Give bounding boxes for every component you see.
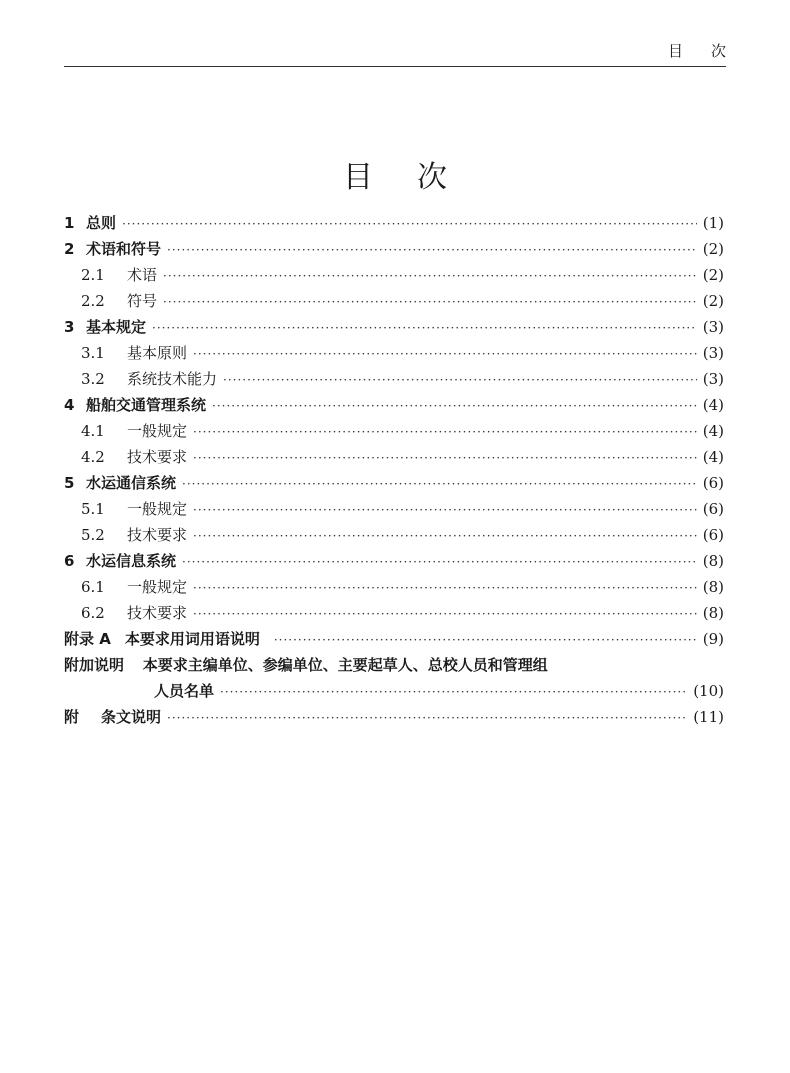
toc-entry-prefix: 附录 A bbox=[64, 630, 111, 648]
toc-leader-dots bbox=[212, 393, 697, 419]
toc-entry-commentary[interactable] bbox=[64, 704, 724, 730]
toc-leader-dots bbox=[223, 367, 697, 393]
toc-leader-dots bbox=[193, 601, 697, 627]
running-header: 目次 bbox=[667, 42, 754, 60]
toc-entry[interactable] bbox=[64, 314, 724, 340]
toc-leader-dots bbox=[182, 471, 697, 497]
toc-entry-title: 一般规定 bbox=[127, 578, 188, 596]
toc-leader-dots bbox=[163, 263, 697, 289]
toc-entry[interactable] bbox=[64, 366, 724, 392]
toc-entry-title: 本要求用词用语说明 bbox=[124, 630, 260, 648]
toc-entry-page: (4) bbox=[702, 396, 724, 414]
toc-entry-number: 5.1 bbox=[81, 500, 105, 518]
toc-leader-dots bbox=[122, 211, 697, 237]
toc-entry-number: 2.2 bbox=[81, 292, 105, 310]
toc-leader-dots bbox=[167, 237, 697, 263]
toc-entry-number: 2.1 bbox=[81, 266, 105, 284]
toc-entry-title: 一般规定 bbox=[127, 500, 188, 518]
toc-entry-title: 技术要求 bbox=[127, 604, 188, 622]
toc-entry[interactable] bbox=[64, 236, 724, 262]
toc-entry-number: 3.2 bbox=[81, 370, 105, 388]
toc-entry-page: (3) bbox=[702, 370, 724, 388]
toc-entry-page: (3) bbox=[702, 344, 724, 362]
toc-entry-number: 3.1 bbox=[81, 344, 105, 362]
toc-entry-title: 一般规定 bbox=[127, 422, 188, 440]
toc-leader-dots bbox=[152, 315, 697, 341]
toc-leader-dots bbox=[193, 341, 697, 367]
toc-leader-dots bbox=[193, 523, 697, 549]
toc-entry-page: (4) bbox=[702, 422, 724, 440]
toc-leader-dots bbox=[182, 549, 697, 575]
toc-leader-dots bbox=[220, 679, 687, 705]
toc-entry[interactable] bbox=[64, 548, 724, 574]
toc-entry[interactable] bbox=[64, 392, 724, 418]
toc-entry-page: (8) bbox=[702, 604, 724, 622]
toc-entry[interactable] bbox=[64, 262, 724, 288]
toc-entry[interactable] bbox=[64, 288, 724, 314]
toc-entry-title: 水运通信系统 bbox=[86, 474, 177, 492]
toc-entry-number: 4.1 bbox=[81, 422, 105, 440]
toc-entry[interactable] bbox=[64, 496, 724, 522]
toc-entry-page: (2) bbox=[702, 292, 724, 310]
toc-entry-title: 条文说明 bbox=[101, 708, 162, 726]
toc-entry-page: (9) bbox=[702, 630, 724, 648]
toc-entry-additional-line2[interactable] bbox=[64, 678, 724, 704]
toc-entry-title: 基本规定 bbox=[86, 318, 147, 336]
toc-entry-page: (6) bbox=[702, 500, 724, 518]
toc-entry-page: (10) bbox=[693, 682, 724, 700]
toc-leader-dots bbox=[193, 445, 697, 471]
toc-leader-dots bbox=[163, 289, 697, 315]
toc-entry-number: 5 bbox=[64, 474, 75, 492]
toc-entry[interactable] bbox=[64, 574, 724, 600]
toc-entry[interactable] bbox=[64, 210, 724, 236]
toc-entry[interactable] bbox=[64, 340, 724, 366]
toc-entry-title: 本要求主编单位、参编单位、主要起草人、总校人员和管理组 bbox=[142, 656, 548, 674]
toc-entry[interactable] bbox=[64, 470, 724, 496]
toc-entry-number: 4.2 bbox=[81, 448, 105, 466]
toc-entry-page: (8) bbox=[702, 552, 724, 570]
toc-entry-page: (11) bbox=[693, 708, 724, 726]
toc-entry-title: 技术要求 bbox=[127, 526, 188, 544]
toc-entry-appendix-a[interactable] bbox=[64, 626, 724, 652]
toc-entry-prefix: 附加说明 bbox=[64, 656, 125, 674]
header-rule bbox=[64, 66, 726, 67]
toc-entry-number: 3 bbox=[64, 318, 75, 336]
toc-entry-title: 符号 bbox=[127, 292, 158, 310]
toc-entry-number: 1 bbox=[64, 214, 75, 232]
toc-entry-title: 术语和符号 bbox=[86, 240, 162, 258]
toc-entry-title: 系统技术能力 bbox=[127, 370, 218, 388]
toc-entry-page: (4) bbox=[702, 448, 724, 466]
toc-entry[interactable] bbox=[64, 600, 724, 626]
toc-entry-number: 6.1 bbox=[81, 578, 105, 596]
toc-leader-dots bbox=[193, 575, 697, 601]
page-title: 目次 bbox=[343, 160, 491, 195]
toc-entry-number: 6.2 bbox=[81, 604, 105, 622]
toc-entry-page: (2) bbox=[702, 266, 724, 284]
toc-entry[interactable] bbox=[64, 418, 724, 444]
toc-entry[interactable] bbox=[64, 522, 724, 548]
toc-entry-number: 2 bbox=[64, 240, 75, 258]
toc-entry-additional-line1[interactable] bbox=[64, 652, 724, 678]
toc-leader-dots bbox=[167, 705, 687, 731]
toc-entry-page: (1) bbox=[702, 214, 724, 232]
toc-entry-page: (3) bbox=[702, 318, 724, 336]
toc-entry-title: 技术要求 bbox=[127, 448, 188, 466]
toc-entry-number: 4 bbox=[64, 396, 75, 414]
toc-entry-title: 基本原则 bbox=[127, 344, 188, 362]
toc-leader-dots bbox=[193, 497, 697, 523]
toc-entry-page: (8) bbox=[702, 578, 724, 596]
toc-entry-page: (6) bbox=[702, 474, 724, 492]
toc-entry-page: (6) bbox=[702, 526, 724, 544]
toc-entry-page: (2) bbox=[702, 240, 724, 258]
toc-entry-number: 6 bbox=[64, 552, 75, 570]
toc-entry-title: 船舶交通管理系统 bbox=[86, 396, 207, 414]
toc-entry-title: 水运信息系统 bbox=[86, 552, 177, 570]
toc-entry-title: 总则 bbox=[86, 214, 117, 232]
toc-entry-number: 5.2 bbox=[81, 526, 105, 544]
toc-entry[interactable] bbox=[64, 444, 724, 470]
toc-entry-prefix: 附 bbox=[64, 708, 80, 726]
table-of-contents bbox=[64, 210, 724, 730]
toc-entry-title: 术语 bbox=[127, 266, 158, 284]
toc-leader-dots bbox=[274, 627, 697, 653]
toc-leader-dots bbox=[193, 419, 697, 445]
toc-entry-title: 人员名单 bbox=[154, 682, 215, 700]
